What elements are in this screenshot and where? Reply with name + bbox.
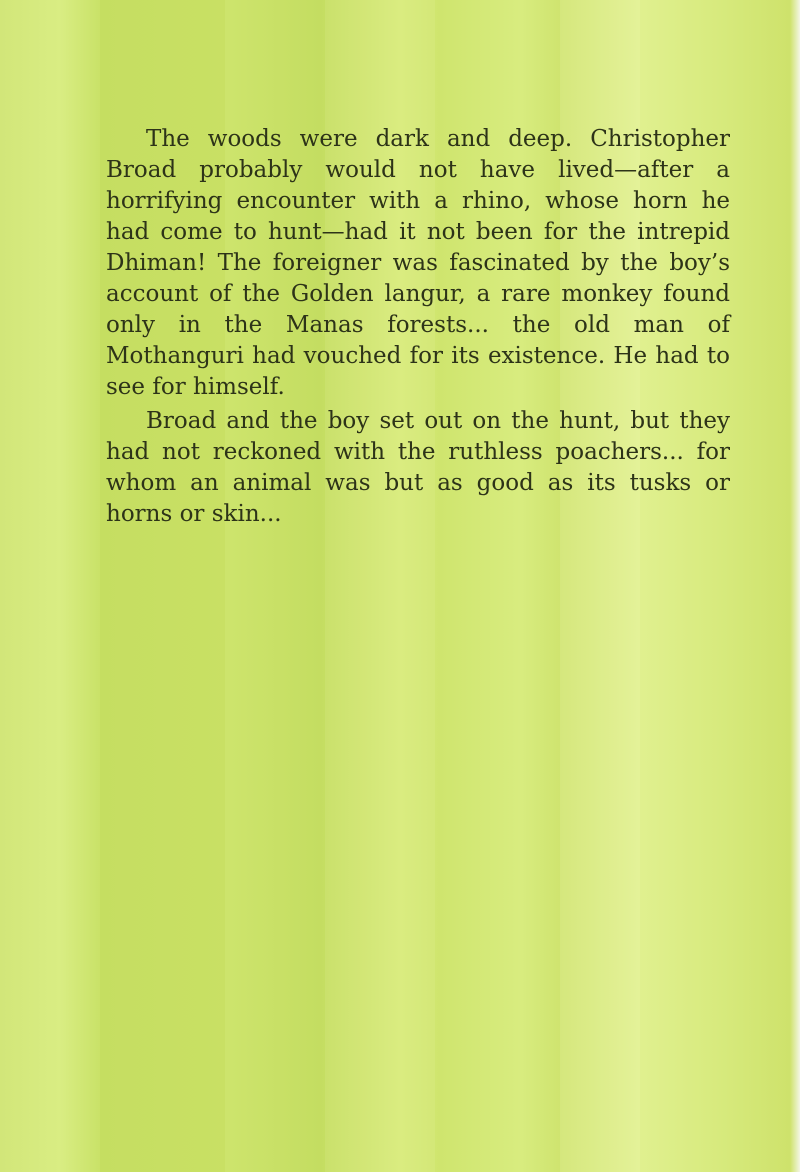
cover-blurb bbox=[106, 124, 730, 533]
blurb-paragraph-1: The woods were dark and deep. Christopher Broad probably would not have lived—after a horrifying encounter with a rhino, whose horn he had come to hunt—had it not been for the intrepid Dhiman! The foreigner was fascinated by the boy’s account of the Golden langur, a rare monkey found only in the Manas forests... the old man of Mothanguri had vouched for its existence. He had to see for himself. bbox=[106, 126, 730, 400]
page-edge bbox=[790, 0, 800, 1172]
blurb-paragraph-2: Broad and the boy set out on the hunt, but they had not reckoned with the ruthless poachers... for whom an animal was but as good as its tusks or horns or skin... bbox=[106, 408, 730, 527]
